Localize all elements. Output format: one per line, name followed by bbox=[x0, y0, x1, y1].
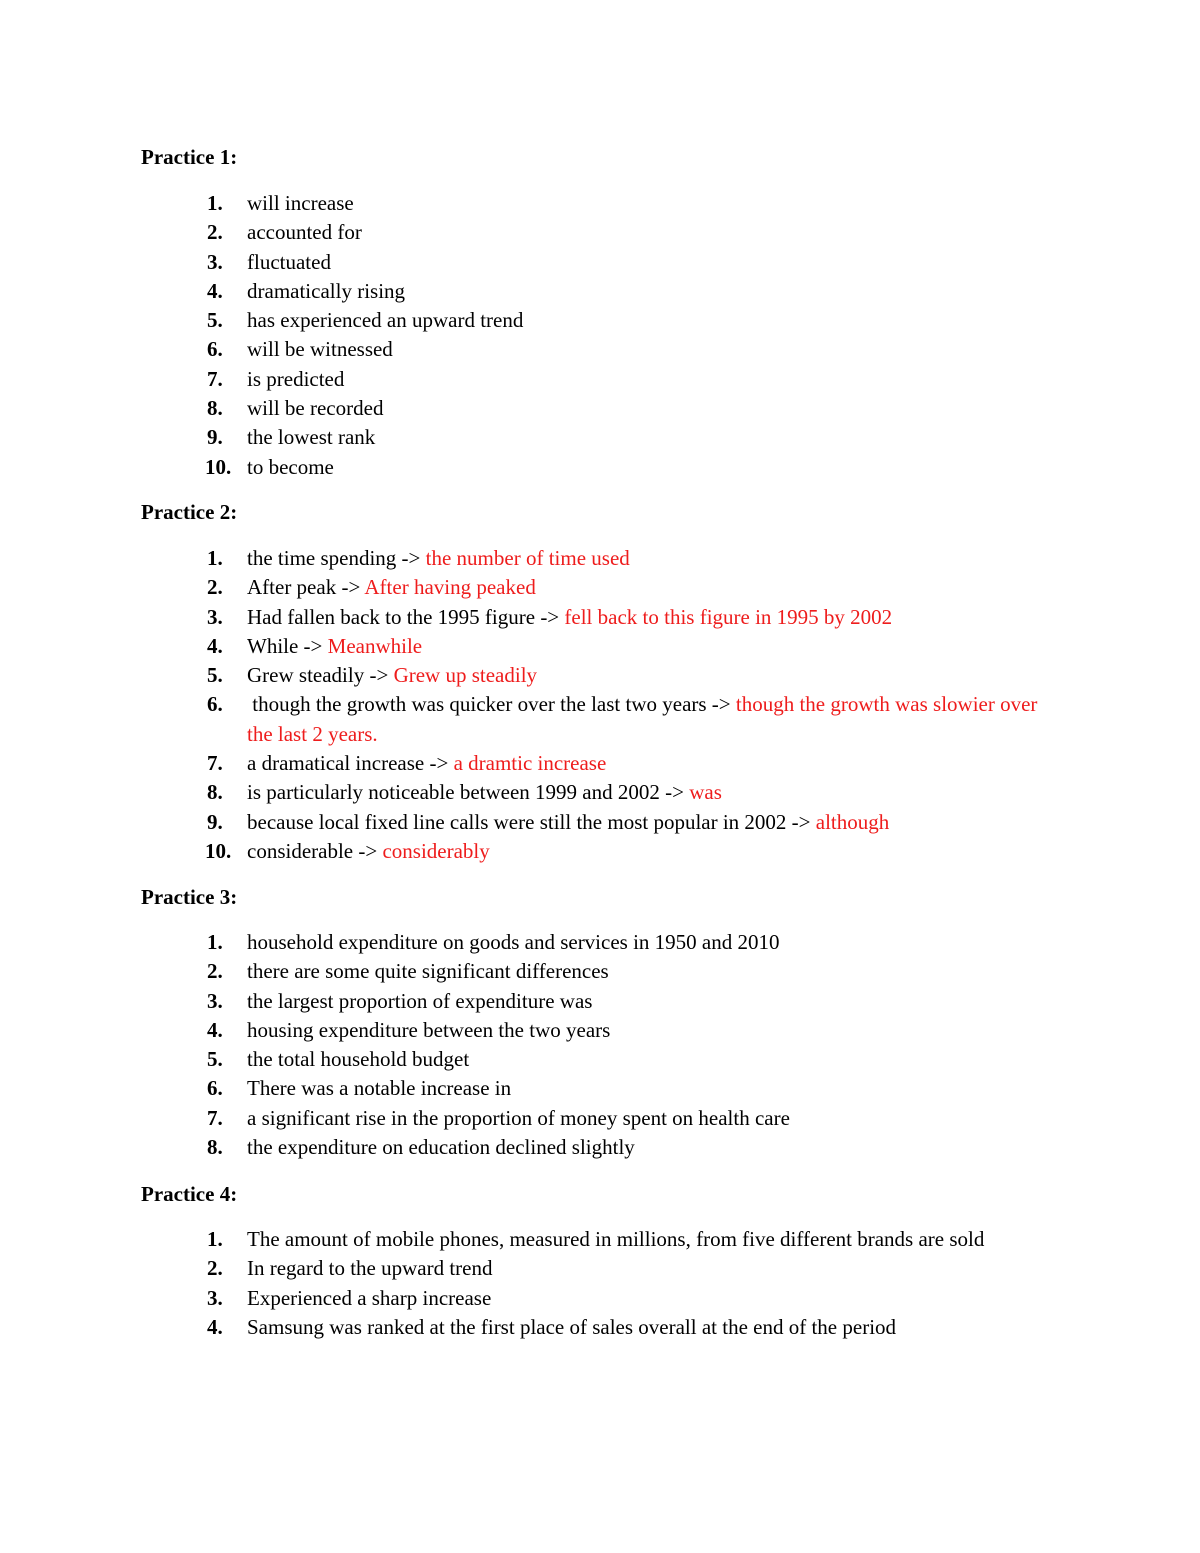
list-item: 2. accounted for bbox=[207, 220, 362, 245]
answer-text: After having peaked bbox=[364, 575, 536, 600]
list-item: 9. the lowest rank bbox=[207, 425, 376, 450]
practice-3-list bbox=[141, 928, 1041, 1162]
list-item: 4. housing expenditure between the two years bbox=[207, 1017, 611, 1042]
practice-1-list bbox=[141, 189, 1041, 482]
list-item: 8. will be recorded bbox=[207, 396, 384, 421]
list-item: 8. the expenditure on education declined slightly bbox=[207, 1135, 635, 1160]
practice-3-heading: Practice 3: bbox=[141, 885, 238, 909]
answer-text: though the growth was slowier over the last 2 years. bbox=[247, 692, 1038, 746]
list-item: 7. a dramatical increase -> a dramtic increase bbox=[207, 751, 607, 776]
list-item: 6. will be witnessed bbox=[207, 337, 393, 362]
practice-2-heading: Practice 2: bbox=[141, 500, 238, 524]
list-item: 1. household expenditure on goods and services in 1950 and 2010 bbox=[207, 930, 780, 954]
list-item: 5. the total household budget bbox=[207, 1047, 470, 1072]
list-item: 6. though the growth was quicker over the last two years -> though the growth was slowier over the last 2 years. bbox=[207, 692, 1038, 746]
list-item: 10. to become bbox=[205, 454, 334, 479]
list-item: 3. Experienced a sharp increase bbox=[207, 1285, 492, 1310]
list-item: 7. a significant rise in the proportion of money spent on health care bbox=[207, 1105, 790, 1130]
list-item: 3. Had fallen back to the 1995 figure -> fell back to this figure in 1995 by 2002 bbox=[207, 604, 893, 629]
list-item: 2. In regard to the upward trend bbox=[207, 1256, 493, 1281]
list-item: 6. There was a notable increase in bbox=[207, 1076, 512, 1101]
practice-1-heading: Practice 1: bbox=[141, 145, 238, 169]
practice-4-heading: Practice 4: bbox=[141, 1182, 238, 1206]
list-item: 10. considerable -> considerably bbox=[205, 838, 490, 863]
list-item: 7. is predicted bbox=[207, 366, 345, 391]
answer-text: a dramtic increase bbox=[453, 751, 607, 776]
list-item: 2. there are some quite significant differences bbox=[207, 959, 609, 984]
answer-text: fell back to this figure in 1995 by 2002 bbox=[564, 604, 893, 629]
list-item: 9. because local fixed line calls were still the most popular in 2002 -> although bbox=[207, 809, 890, 834]
practice-2-section bbox=[141, 497, 1041, 866]
answer-text: Meanwhile bbox=[327, 633, 423, 658]
answer-text: considerably bbox=[382, 838, 490, 863]
answer-text: Grew up steadily bbox=[393, 663, 538, 688]
list-item: 5. has experienced an upward trend bbox=[207, 308, 524, 333]
list-item: 1. The amount of mobile phones, measured in millions, from five different brands are sold bbox=[207, 1227, 985, 1251]
practice-1-section bbox=[141, 142, 1041, 482]
practice-2-list bbox=[141, 544, 1041, 866]
list-item: 4. Samsung was ranked at the first place of sales overall at the end of the period bbox=[207, 1314, 897, 1339]
answer-text: although bbox=[815, 809, 890, 834]
practice-4-section bbox=[141, 1179, 1041, 1342]
list-item: 2. After peak -> After having peaked bbox=[207, 575, 536, 600]
list-item: 4. While -> Meanwhile bbox=[207, 633, 423, 658]
list-item: 4. dramatically rising bbox=[207, 278, 406, 303]
list-item: 5. Grew steadily -> Grew up steadily bbox=[207, 663, 538, 688]
list-item: 3. fluctuated bbox=[207, 249, 331, 274]
list-item: 1. the time spending -> the number of time used bbox=[207, 546, 630, 570]
practice-4-list bbox=[141, 1225, 1041, 1342]
answer-text: was bbox=[689, 780, 722, 805]
practice-3-section bbox=[141, 882, 1041, 1162]
answer-text: the number of time used bbox=[425, 546, 630, 570]
list-item: 3. the largest proportion of expenditure was bbox=[207, 988, 593, 1013]
list-item: 1. will increase bbox=[207, 191, 354, 215]
list-item: 8. is particularly noticeable between 1999 and 2002 -> was bbox=[207, 780, 722, 805]
